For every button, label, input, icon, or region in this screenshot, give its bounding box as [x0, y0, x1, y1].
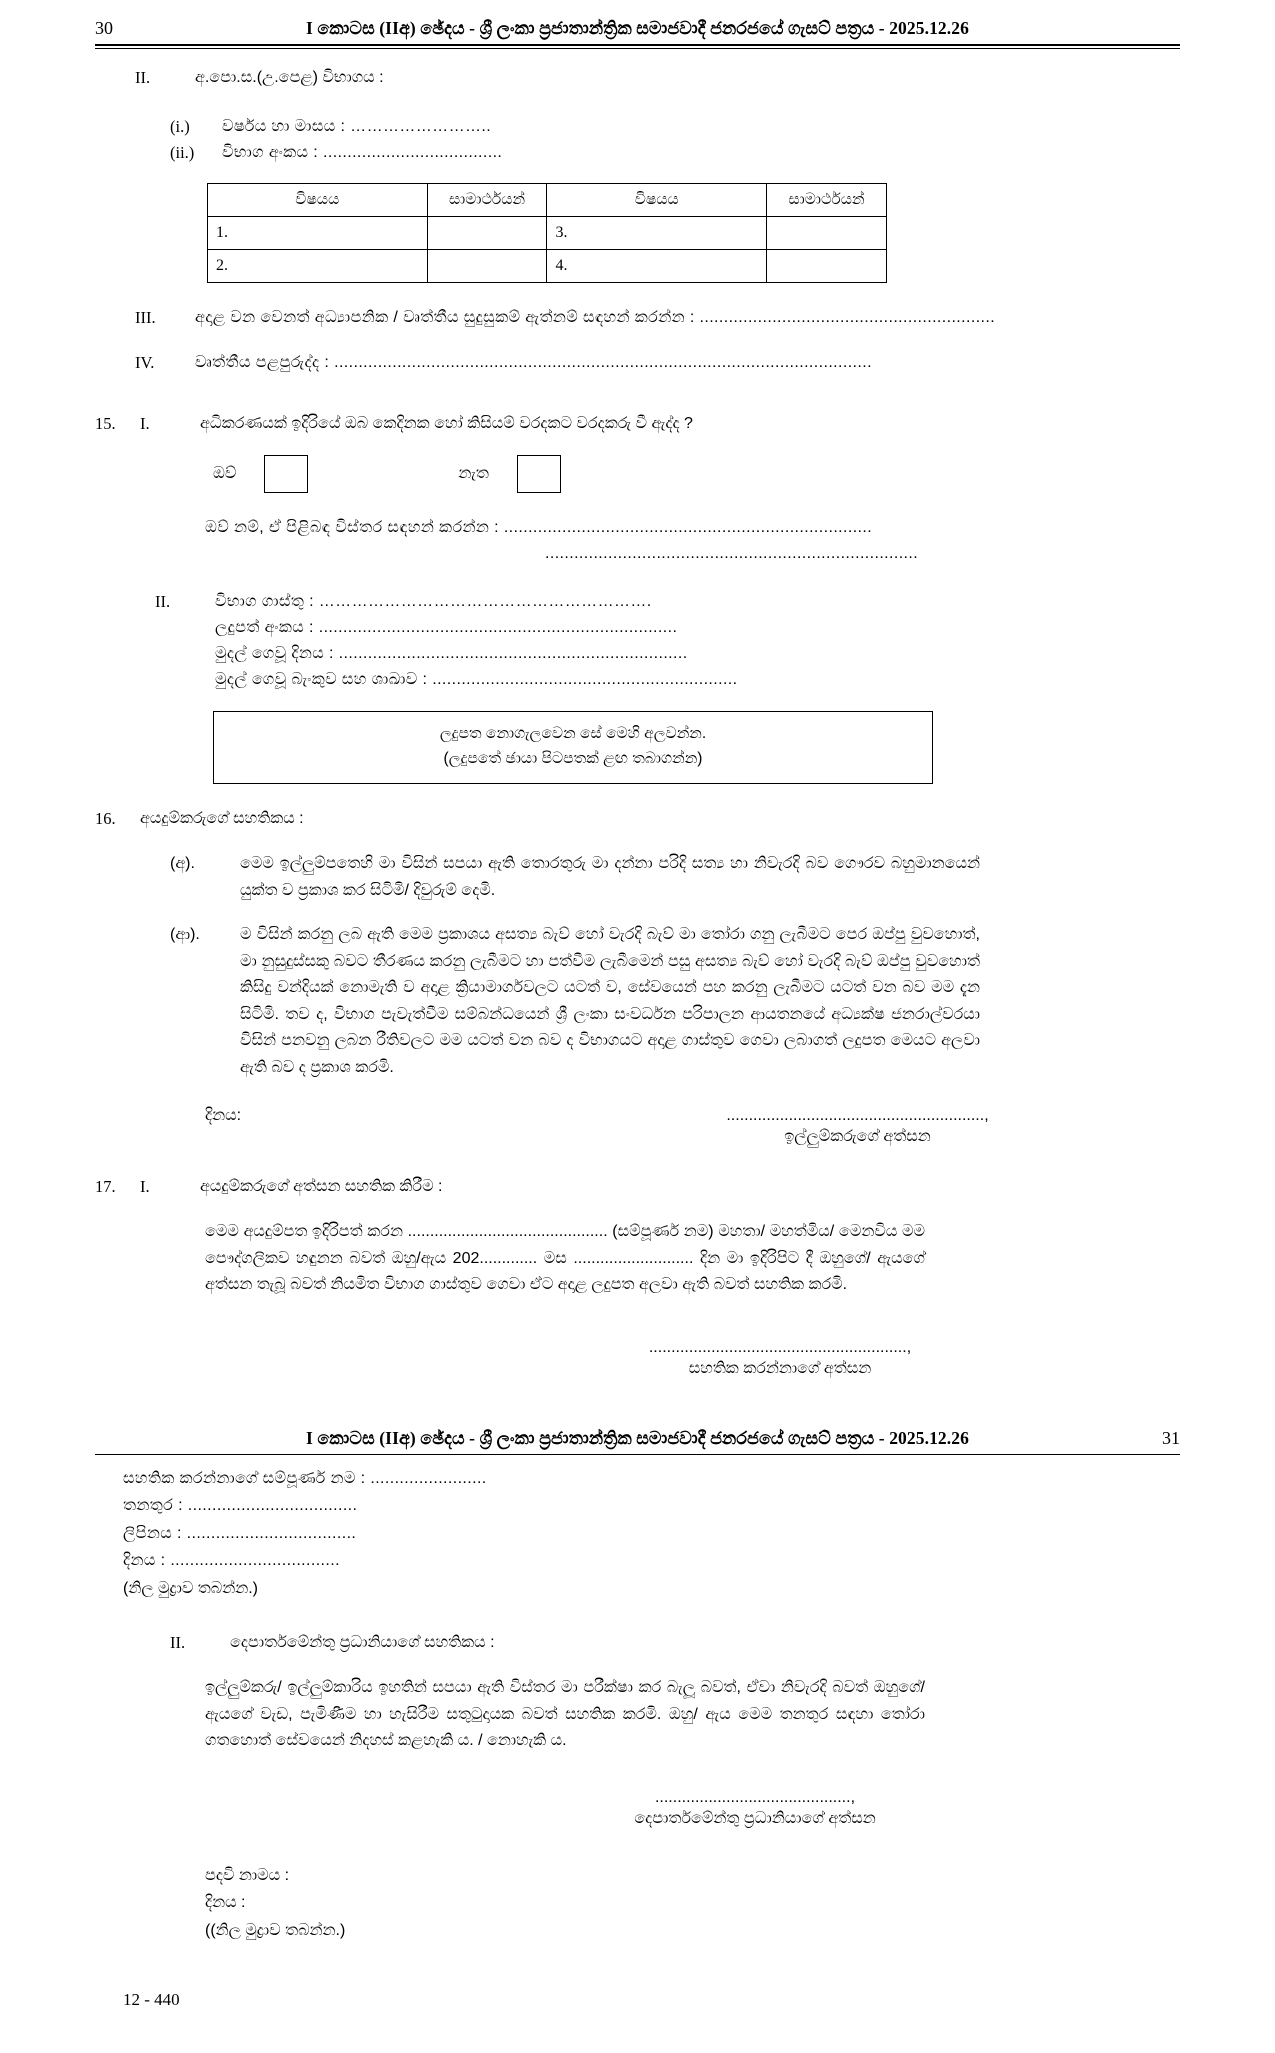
- certifier-signature-caption: සහතික කරන්නාගේ අත්සන: [688, 1359, 872, 1377]
- item-17-number: 17.: [95, 1177, 116, 1197]
- dept-head-signature-caption: දෙපාර්තමේන්තු ප්‍රධානියාගේ අත්සන: [634, 1809, 876, 1827]
- header-rule-2: [95, 1454, 1180, 1455]
- section-IV-text: වෘත්තීය පළපුරුද්ද : ...............................................................................................................: [195, 353, 872, 371]
- item-i-label: (i.): [170, 116, 190, 136]
- cell-subject-2[interactable]: 2.: [208, 250, 428, 283]
- page-number-right: 31: [1162, 1427, 1180, 1448]
- official-seal-note-2: ((නිල මුද්‍රාව තබන්න.): [205, 1921, 346, 1939]
- dept-head-trailing-fields: [205, 1862, 1180, 1945]
- item-16-number: 16.: [95, 809, 116, 829]
- cell-grade-2[interactable]: [427, 250, 547, 283]
- cell-subject-1[interactable]: 1.: [208, 217, 428, 250]
- designation-field[interactable]: පදවි නාමය :: [205, 1866, 290, 1884]
- page2-section-II-numeral: II.: [170, 1633, 186, 1653]
- page2-section-II-heading: [170, 1630, 1180, 1657]
- fee-line-3: මුදල් ගෙවූ දිනය : ........................................................................: [215, 644, 688, 662]
- certifier-date-field[interactable]: දිනය : ...................................: [123, 1552, 340, 1570]
- item-15-question-row: [95, 411, 1180, 438]
- dept-head-cert-body-row: [205, 1675, 1180, 1755]
- certifier-signature-line[interactable]: ..........................................................,: [648, 1338, 912, 1356]
- item-17-body: මෙම අයදුම්පත ඉදිරිපත් කරන ............................................. (සම්පූර්ණ නම) මහතා/ මහත්මිය/ මෙනවිය මම පෞද්ගලිකව හඳුනන බවත් ඔහු/ඇය 202............. මස ........................... දින මා ඉදිරිපිට දී ඔහුගේ/ ඇයගේ අත්සන තැබූ බවත් නියමිත විභාග ගාස්තුව ගෙවා ඒට අදාළ ලදුපත අලවා ඇති බවත් සහතික කරමි.: [205, 1223, 925, 1294]
- section-III-numeral: III.: [135, 308, 156, 328]
- official-seal-note: (නිල මුද්‍රාව තබන්න.): [123, 1579, 258, 1597]
- item-15-followup-text: ඔව් නම්, ඒ පිළිබඳ විස්තර සඳහන් කරන්න : ............................................................................: [205, 519, 873, 537]
- cell-subject-4[interactable]: 4.: [547, 250, 767, 283]
- certifier-fields-list: [123, 1465, 1180, 1603]
- dept-head-date-field[interactable]: දිනය :: [205, 1894, 246, 1912]
- cell-subject-3[interactable]: 3.: [547, 217, 767, 250]
- item-17-numeral-I: I.: [140, 1177, 150, 1197]
- table-header-row: [208, 184, 887, 217]
- page-31-running-head: [95, 1428, 1180, 1454]
- notice-line-1: ලදුපත නොගැලවෙන සේ මෙහි අලවන්න.: [439, 724, 707, 742]
- section-II-numeral: II.: [135, 68, 151, 87]
- applicant-date-label: දිනය:: [205, 1107, 242, 1125]
- item-15-question: අධිකරණයක් ඉදිරියේ ඔබ කෙදිනක හෝ කිසියම් වරදකට වරදකරු වී ඇද්ද ?: [200, 414, 693, 432]
- item-16-clause-a: [170, 851, 1180, 904]
- item-15-section-II: [155, 589, 1180, 693]
- dept-head-signature-line[interactable]: ............................................,: [654, 1788, 856, 1806]
- clause-b-text: ම විසින් කරනු ලබ ඇති මෙම ප්‍රකාශය අසත්‍ය බැව් හෝ වැරදි බැව් මා තෝරා ගනු ලැබීමට පෙර ඔප්පු වුවහොත්, මා නුසුදුස්සකු බවට තීරණය කරනු ලැබීමට හා පත්වීම ලැබීමෙන් පසු අසත්‍ය බැව් හෝ වැරදි බැව් ඔප්පු වුවහොත් කිසිදු වන්දියක් නොමැති ව අදාළ ක්‍රියාමාර්ගවලට යටත් ව, සේවයෙන් පහ කරනු ලැබීමට යටත් වන බව මම දැන සිටිමි. තව ද, විභාග පැවැත්වීම සම්බන්ධයෙන් ශ්‍රී ලංකා සංවර්ධන පරිපාලන ආයතනයේ අධ්‍යක්ෂ ජනරාල්වරයා විසින් පනවනු ලබන රීතිවලට මම යටත් වන බව ද විභාගයට අදාළ ගාස්තුව ගෙවා ලබාගත් ලදුපත මෙයට අලවා ඇති බව ද ප්‍රකාශ කරමි.: [240, 926, 980, 1076]
- th-grade-1: සාමාර්ථයන්: [427, 184, 547, 217]
- item-i-text: වර්ෂය හා මාසය : ……………………..: [222, 117, 492, 135]
- yes-label: ඔව්: [213, 465, 237, 483]
- th-subject-1: විෂයය: [208, 184, 428, 217]
- running-head-title-2: I කොටස (IIඅ) ඡේදය - ශ්‍රී ලංකා ප්‍රජාතාන්ත්‍රික සමාජවාදී ජනරජයේ ගැසට් පත්‍රය - 2025.12.26: [306, 1427, 969, 1448]
- subjects-grades-table: [207, 183, 887, 283]
- section-IV-numeral: IV.: [135, 352, 155, 372]
- item-16-title: අයදුම්කරුගේ සහතිකය :: [140, 810, 304, 828]
- document-footer-code: 12 - 440: [123, 1990, 180, 2010]
- item-15-numeral-I: I.: [140, 413, 150, 433]
- clause-a-text: මෙම ඉල්ලුම්පතෙහි මා විසින් සපයා ඇති තොරතුරු මා දන්නා පරිදි සත්‍ය හා නිවැරදි බව ගෞරව බහුමානයෙන් යුක්ත ව ප්‍රකාශ කර සිටිමි/ දිවුරුම් දෙමි.: [240, 855, 980, 899]
- item-17-heading: [95, 1174, 1180, 1201]
- page-30-running-head: [95, 18, 1180, 44]
- item-16-heading: [95, 806, 1180, 833]
- table-row: [208, 217, 887, 250]
- section-II-item-ii: [170, 140, 1180, 167]
- receipt-paste-notice: [213, 711, 933, 785]
- cell-grade-3[interactable]: [766, 217, 886, 250]
- applicant-signature-block: [205, 1107, 1180, 1146]
- fee-line-4: මුදල් ගෙවූ බැංකුව සහ ශාඛාව : ...............................................................: [215, 670, 738, 688]
- certifier-post-field[interactable]: තනතුර : ...................................: [123, 1497, 358, 1515]
- th-grade-2: සාමාර්ථයන්: [766, 184, 886, 217]
- no-checkbox[interactable]: [517, 455, 561, 493]
- item-ii-label: (ii.): [170, 143, 195, 163]
- cell-grade-4[interactable]: [766, 250, 886, 283]
- item-17-body-row: [205, 1219, 1180, 1299]
- section-III-text: අදාළ වන වෙනත් අධ්‍යාපනික / වෘත්තීය සුදුසුකම් ඇත්නම් සඳහන් කරන්න : .............................................................: [195, 309, 996, 327]
- table-row: [208, 250, 887, 283]
- notice-line-2: (ලදුපතේ ඡායා පිටපතක් ළඟ තබාගන්න): [443, 749, 703, 767]
- yes-no-checkbox-row: [213, 455, 1180, 493]
- section-II-heading: [135, 65, 1180, 92]
- th-subject-2: විෂයය: [547, 184, 767, 217]
- no-label: නැත: [458, 465, 489, 483]
- section-IV: [135, 350, 1180, 377]
- fee-line-1: විභාග ගාස්තු : …………………………………………………….: [215, 593, 652, 611]
- item-15-numeral-II: II.: [155, 592, 171, 612]
- fee-line-2: ලදුපත් අංකය : ..........................................................................: [215, 619, 678, 637]
- section-II-title: අ.පො.ස.(උ.පෙළ) විභාගය :: [195, 69, 384, 86]
- section-III: [135, 305, 1180, 332]
- item-15-followup-line2-text: .............................................................................: [545, 545, 919, 563]
- dept-head-cert-body: ඉල්ලුම්කරු/ ඉල්ලුම්කාරිය ඉහතින් සපයා ඇති විස්තර මා පරීක්ෂා කර බැලූ බවත්, ඒවා නිවැරදි බවත් ඔහුගේ/ඇයගේ වැඩ, පැමිණීම හා හැසිරීම සතුටුදායක බවත් සහතික කරමි. ඔහු/ ඇය මෙම තනතුර සඳහා තෝරා ගතහොත් සේවයෙන් නිදහස් කළහැකි ය. / නොහැකි ය.: [205, 1679, 925, 1750]
- cell-grade-1[interactable]: [427, 217, 547, 250]
- item-16-clause-b: [170, 922, 1180, 1081]
- item-15-followup: [205, 515, 1180, 541]
- item-15-followup-line2: [545, 541, 1180, 567]
- item-ii-text: විභාග අංකය : .....................................: [222, 144, 503, 162]
- certifier-name-field[interactable]: සහතික කරන්නාගේ සම්පූර්ණ නම : ........................: [123, 1469, 487, 1487]
- page2-section-II-title: දෙපාර්තමේන්තු ප්‍රධානියාගේ සහතිකය :: [230, 1634, 495, 1652]
- header-rule: [95, 44, 1180, 49]
- item-17-title: අයදුම්කරුගේ අත්සන සහතික කිරීම :: [200, 1178, 443, 1196]
- dept-head-signature-block: [565, 1789, 945, 1828]
- certifier-address-field[interactable]: ලිපිනය : ...................................: [123, 1524, 357, 1542]
- yes-checkbox[interactable]: [264, 455, 308, 493]
- applicant-signature-caption: ඉල්ලුම්කරුගේ අත්සන: [784, 1128, 931, 1146]
- clause-b-label: (ආ).: [170, 926, 200, 944]
- clause-a-label: (අ).: [170, 855, 195, 873]
- item-15-number: 15.: [95, 413, 116, 433]
- section-II-item-i: [170, 114, 1180, 141]
- page-number-left: 30: [95, 18, 113, 38]
- certifier-signature-block: [615, 1339, 945, 1378]
- applicant-signature-line[interactable]: ..........................................................,: [726, 1107, 989, 1125]
- running-head-title: I කොටස (IIඅ) ඡේදය - ශ්‍රී ලංකා ප්‍රජාතාන්ත්‍රික සමාජවාදී ජනරජයේ ගැසට් පත්‍රය - 2025.12.26: [306, 18, 969, 38]
